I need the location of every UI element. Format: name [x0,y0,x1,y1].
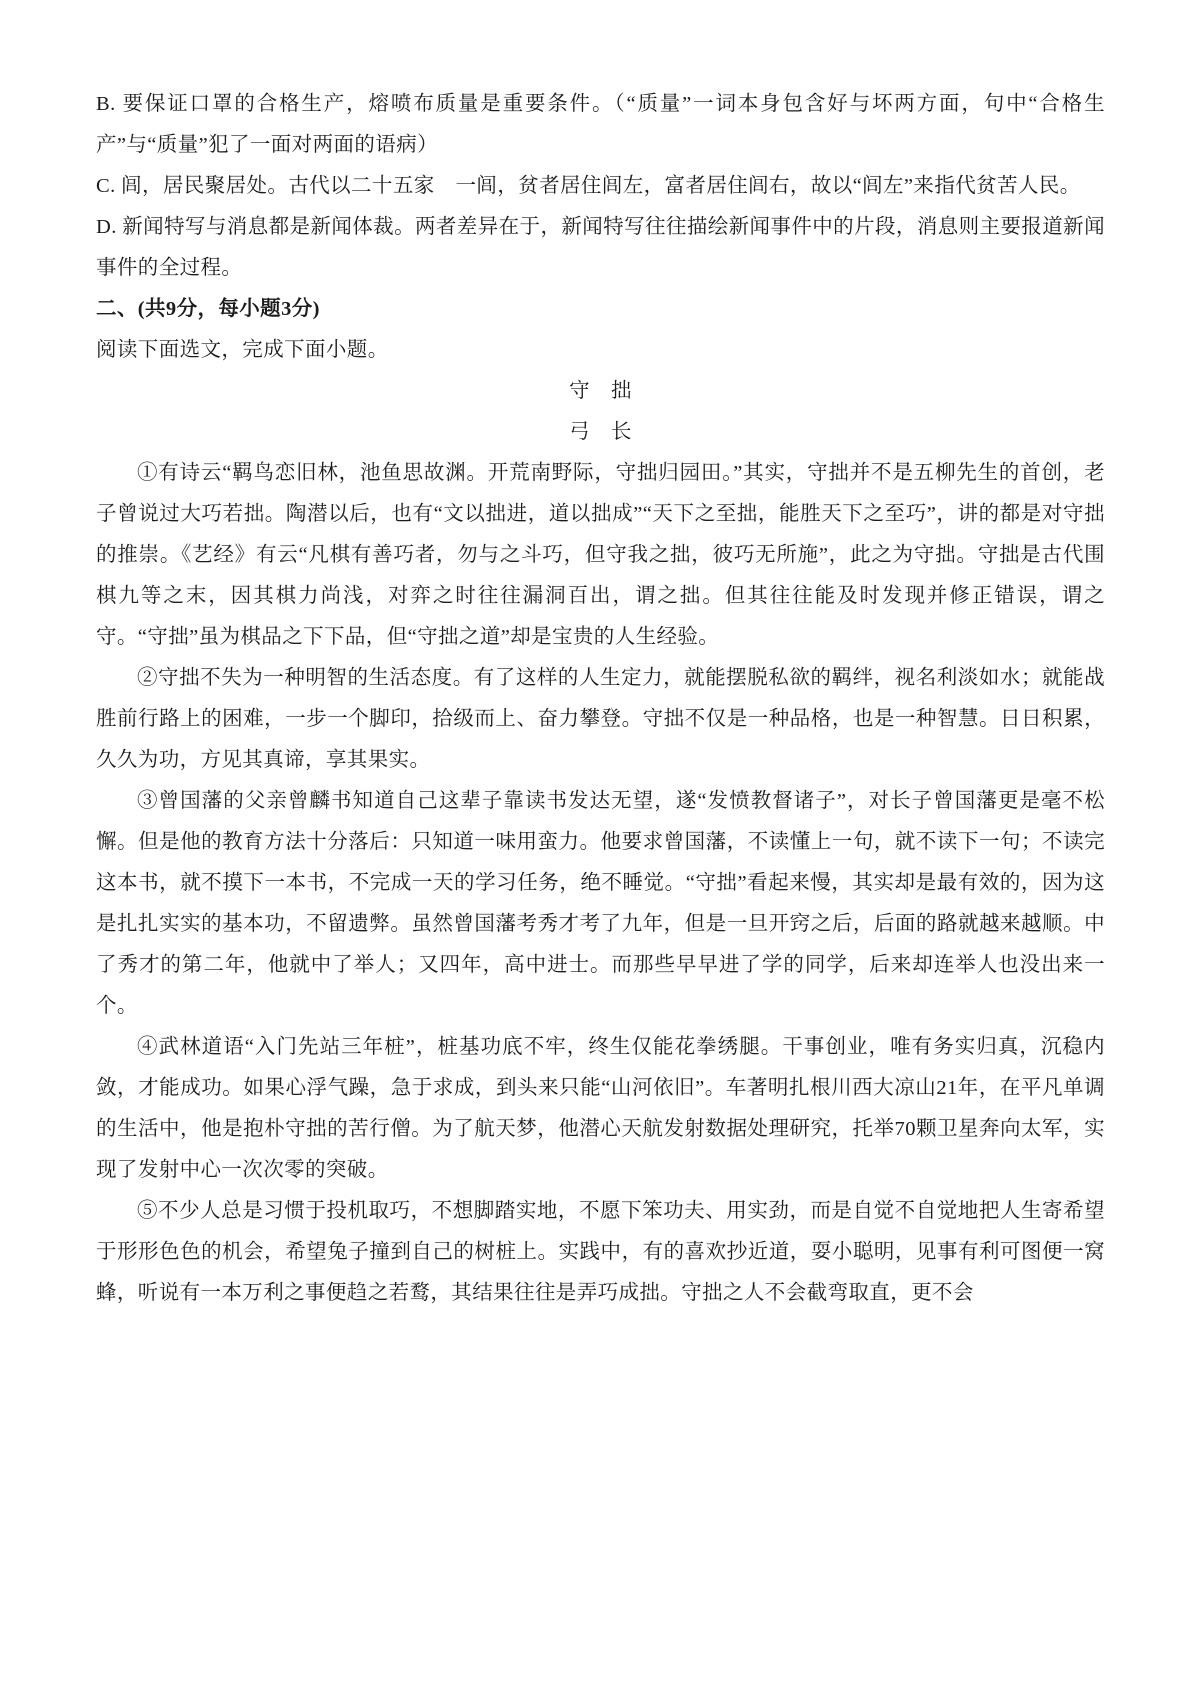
option-c: C. 闾，居民聚居处。古代以二十五家 一闾，贫者居住闾左，富者居住闾右，故以“闾左”来指代贫苦人民。 [96,175,1081,197]
essay-title: 守 拙 [569,380,632,402]
option-b: B. 要保证口罩的合格生产，熔喷布质量是重要条件。（“质量”一词本身包含好与坏两方面，句中“合格生产”与“质量”犯了一面对两面的语病） [96,93,1105,156]
essay-paragraph-4: ④武林道语“入门先站三年桩”，桩基功底不牢，终生仅能花拳绣腿。干事创业，唯有务实归真，沉稳内敛，才能成功。如果心浮气躁，急于求成，到头来只能“山河依旧”。车著明扎根川西大凉山21年，在平凡单调的生活中，他是抱朴守拙的苦行僧。为了航天梦，他潜心天航发射数据处理研究，托举70颗卫星奔向太军，实现了发射中心一次次零的突破。 [96,1036,1105,1181]
essay-paragraph-2: ②守拙不失为一种明智的生活态度。有了这样的人生定力，就能摆脱私欲的羁绊，视名利淡如水；就能战胜前行路上的困难，一步一个脚印，拾级而上、奋力攀登。守拙不仅是一种品格，也是一种智慧。日日积累，久久为功，方见其真谛，享其果实。 [96,667,1105,771]
option-d: D. 新闻特写与消息都是新闻体裁。两者差异在于，新闻特写往往描绘新闻事件中的片段，消息则主要报道新闻事件的全过程。 [96,216,1105,279]
essay-paragraph-3: ③曾国藩的父亲曾麟书知道自己这辈子靠读书发达无望，遂“发愤教督诸子”，对长子曾国藩更是毫不松懈。但是他的教育方法十分落后：只知道一味用蛮力。他要求曾国藩，不读懂上一句，就不读下一句；不读完这本书，就不摸下一本书，不完成一天的学习任务，绝不睡觉。“守拙”看起来慢，其实却是最有效的，因为这是扎扎实实的基本功，不留遗弊。虽然曾国藩考秀才考了九年，但是一旦开窍之后，后面的路就越来越顺。中了秀才的第二年，他就中了举人；又四年，高中进士。而那些早早进了学的同学，后来却连举人也没出来一个。 [96,790,1105,1017]
essay-paragraph-5: ⑤不少人总是习惯于投机取巧，不想脚踏实地，不愿下笨功夫、用实劲，而是自觉不自觉地把人生寄希望于形形色色的机会，希望兔子撞到自己的树桩上。实践中，有的喜欢抄近道，耍小聪明，见事有利可图便一窝蜂，听说有一本万利之事便趋之若鹜，其结果往往是弄巧成拙。守拙之人不会截弯取直，更不会 [96,1200,1105,1304]
reading-instruction: 阅读下面选文，完成下面小题。 [96,339,389,361]
essay-author: 弓 长 [569,421,632,443]
section-heading: 二、(共9分，每小题3分) [96,298,320,320]
essay-paragraph-1: ①有诗云“羁鸟恋旧林，池鱼思故渊。开荒南野际，守拙归园田。”其实，守拙并不是五柳先生的首创，老子曾说过大巧若拙。陶潜以后，也有“文以拙进，道以拙成”“天下之至拙，能胜天下之至巧”，讲的都是对守拙的推崇。《艺经》有云“凡棋有善巧者，勿与之斗巧，但守我之拙，彼巧无所施”，此之为守拙。守拙是古代围棋九等之末，因其棋力尚浅，对弈之时往往漏洞百出，谓之拙。但其往往能及时发现并修正错误，谓之守。“守拙”虽为棋品之下下品，但“守拙之道”却是宝贵的人生经验。 [96,462,1105,648]
